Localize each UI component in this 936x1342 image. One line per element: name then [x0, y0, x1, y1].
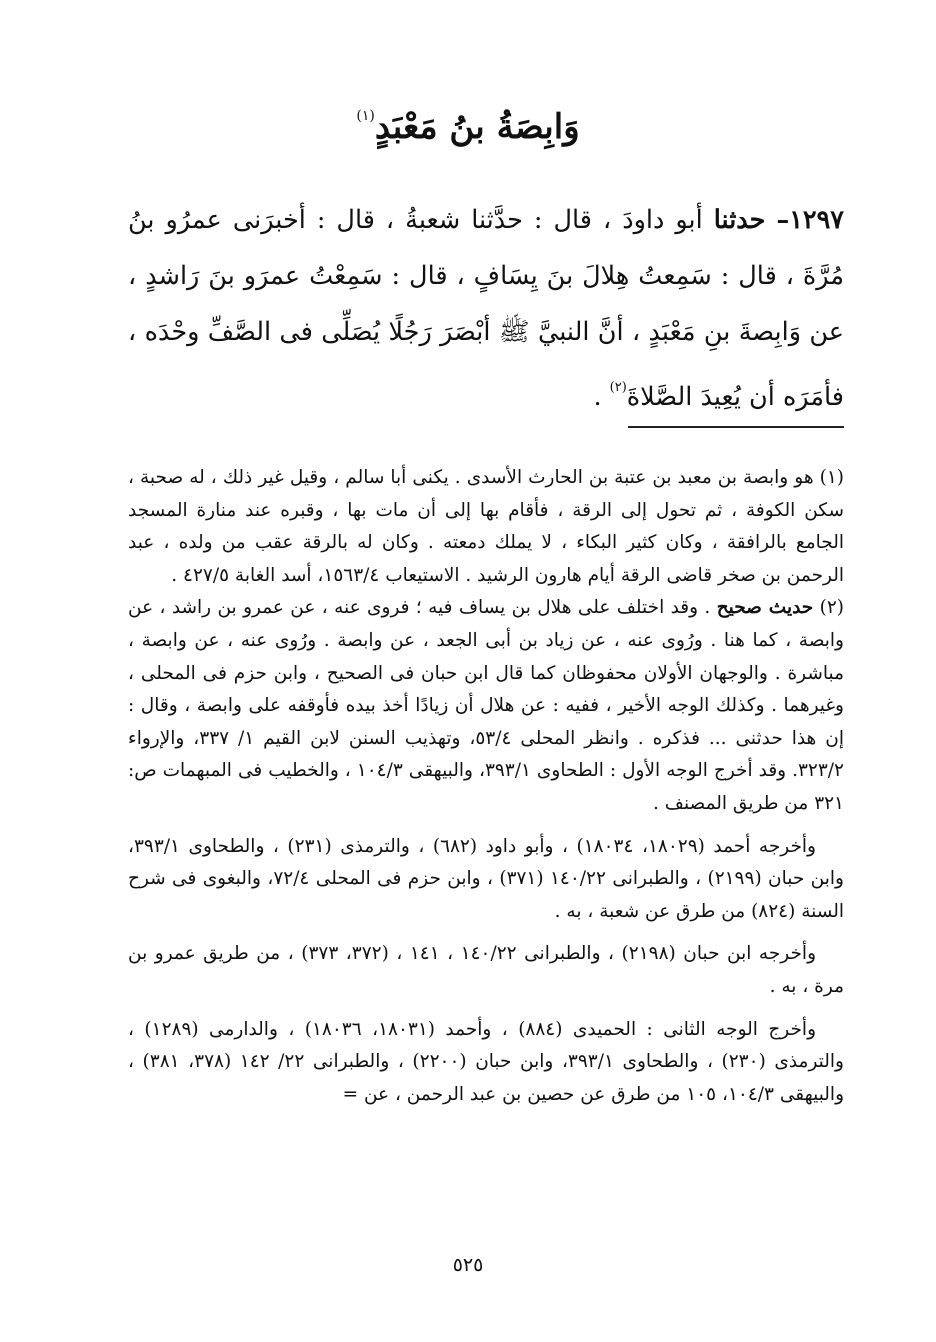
footnote-1: (١) هو وابصة بن معبد بن عتبة بن الحارث الأسدى . يكنى أبا سالم ، وقيل غير ذلك ، له صحبة ، سكن الكوفة ، ثم تحول إلى الرقة ، فأقام بها إلى أن مات بها ، وقبره عند منارة المسجد الجامع بالرافقة ، وكان كثير البكاء ، لا يملك دمعته . وكان له بالرقة عقب من ولده ، عبد الرحمن بن صخر قاضى الرقة أيام هارون الرشيد . الاستيعاب ١٥٦٣/٤، أسد الغابة ٤٢٧/٥ . — [128, 467, 844, 586]
footnote-2-text: . وقد اختلف على هلال بن يساف فيه ؛ فروى عنه ، عن عمرو بن راشد ، عن وابصة ، كما هنا . ورُوى عنه ، عن زياد بن أبى الجعد ، عن وابصة . ورُوى عنه ، عن وابصة ، مباشرة . والوجهان الأولان محفوظان كما قال ابن حبان فى الصحيح ، وابن حزم فى المحلى ، وغيرهما . وكذلك الوجه الأخير ، ففيه : عن هلال أن زيادًا أخذ بيده فأوقفه على وابصة ، وقال : إن هذا حدثنى ... فذكره . وانظر المحلى ٥٣/٤، وتهذيب السنن لابن القيم ١/ ٣٣٧، والإرواء ٣٢٣/٢. وقد أخرج الوجه الأول : الطحاوى ٣٩٣/١، والبيهقى ١٠٤/٣ ، والخطيب فى المبهمات ص: ٣٢١ من طريق المصنف . — [128, 597, 844, 814]
hadith-paragraph — [128, 192, 844, 425]
footnotes — [128, 462, 844, 1111]
footnote-2-grade: حديث صحيح — [716, 597, 814, 619]
hadith-footnote-ref: (٢) — [609, 380, 627, 395]
hadith-end: . — [593, 382, 610, 412]
hadith-text: أبو داودَ ، قال : حدَّثنا شعبةُ ، قال : أخبرَنى عمرُو بنُ مُرَّةَ ، قال : سَمِعتُ هِلالَ بنَ يِسَافٍ ، قال : سَمِعْتُ عمرَو بنَ رَاشدٍ ، عن وَابِصةَ بنِ مَعْبَدٍ ، أنَّ النبيَّ ﷺ أبْصَرَ رَجُلًا يُصَلِّى فى الصَّفِّ وحْدَه ، فأمَرَه أن يُعِيدَ الصَّلاةَ — [128, 205, 844, 412]
footnote-separator — [628, 426, 844, 428]
hadith-lead-word: حدثنا — [713, 205, 766, 235]
footnote-2 — [128, 592, 844, 820]
hadith-number: ١٢٩٧– — [776, 205, 845, 235]
footnote-2-paragraph-3: وأخرجه أحمد (١٨٠٢٩، ١٨٠٣٤) ، وأبو داود (٦٨٢) ، والترمذى (٢٣١) ، والطحاوى ٣٩٣/١، وابن حبان (٢١٩٩) ، والطبرانى ١٤٠/٢٢ (٣٧١) ، وابن حزم فى المحلى ٧٢/٤، والبغوى فى شرح السنة (٨٢٤) من طرق عن شعبة ، به . — [128, 835, 844, 922]
chapter-title-text: وَابِصَةُ بنُ مَعْبَدٍ — [374, 107, 580, 147]
footnote-2-paragraph-4: وأخرجه ابن حبان (٢١٩٨) ، والطبرانى ١٤٠/٢٢ ، ١٤١ ، (٣٧٢، ٣٧٣) ، من طريق عمرو بن مرة ، به . — [128, 943, 844, 997]
chapter-title — [0, 86, 936, 157]
chapter-footnote-ref: (١) — [356, 108, 375, 124]
footnote-2-marker: (٢) — [813, 597, 844, 619]
footnote-2-paragraph-5: وأخرج الوجه الثانى : الحميدى (٨٨٤) ، وأحمد (١٨٠٣١، ١٨٠٣٦) ، والدارمى (١٢٨٩) ، والترمذى (٢٣٠) ، والطحاوى ٣٩٣/١، وابن حبان (٢٢٠٠) ، والطبرانى ٢٢/ ١٤٢ (٣٧٨، ٣٨١) ، والبيهقى ١٠٤/٣، ١٠٥ من طرق عن حصين بن عبد الرحمن ، عن = — [128, 1018, 844, 1105]
page-number: ٥٢٥ — [452, 1254, 484, 1276]
